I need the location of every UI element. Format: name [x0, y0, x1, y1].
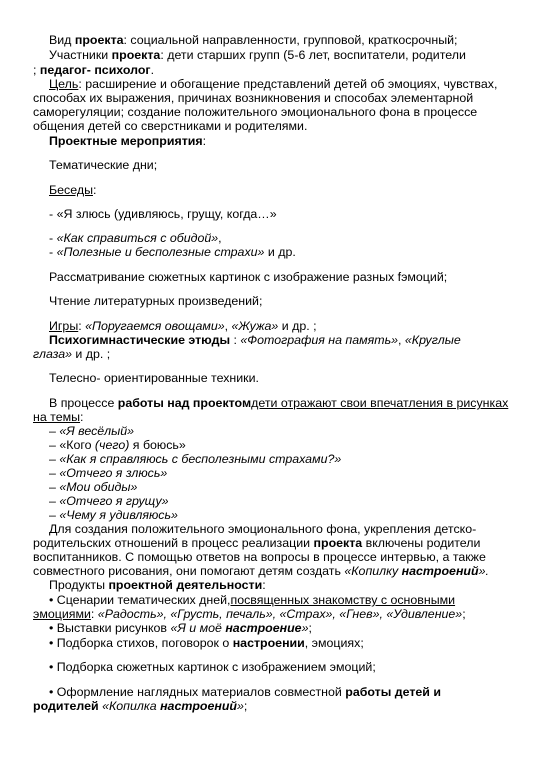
etudes-line: Психогимнастические этюды : «Фотография на память», «Круглые	[49, 333, 461, 347]
product-poems: • Подборка стихов, поговорок о настроении, эмоциях;	[49, 636, 364, 650]
drawing-topic: – «Отчего я злюсь»	[49, 466, 168, 480]
product-materials: • Оформление наглядных материалов совместной работы детей и	[49, 685, 441, 699]
parents-paragraph-3: воспитанников. С помощью ответов на вопросы в процессе интервью, а также	[33, 550, 486, 564]
participants-line-cont: ; педагог- психолог.	[33, 63, 155, 77]
product-materials-cont: родителей «Копилка настроений»;	[33, 699, 248, 713]
reading-line: Чтение литературных произведений;	[49, 294, 263, 308]
products-heading: Продукты проектной деятельности:	[49, 578, 266, 592]
drawings-intro: В процессе работы над проектомдети отражают свои впечатления в рисунках	[49, 396, 509, 410]
parents-paragraph-4: совместного рисования, они помогают детям создать «Копилку настроений».	[33, 564, 489, 578]
conversation-item-1: - «Я злюсь (удивляюсь, грущу, когда…»	[49, 207, 277, 221]
product-scenarios: • Сценарии тематических дней,посвященных знакомству с основными	[49, 593, 456, 607]
drawing-topic: – «Чему я удивляюсь»	[49, 508, 178, 522]
product-exhibitions: • Выставки рисунков «Я и моё настроение»;	[49, 621, 312, 635]
games-line: Игры: «Поругаемся овощами», «Жужа» и др. ;	[49, 319, 317, 333]
goal-line-2: способах их выражения, причинах возникновения и способах элементарной	[33, 91, 474, 105]
conversations-heading: Беседы:	[49, 183, 97, 197]
parents-paragraph-1: Для создания положительного эмоционального фона, укрепления детско-	[49, 522, 477, 536]
drawing-topic: – «Как я справляюсь с бесполезными страхами?»	[49, 452, 342, 466]
pictures-viewing: Рассматривание сюжетных картинок с изображение разных fэмоций;	[49, 270, 448, 284]
parents-paragraph-2: родительских отношений в процесс реализации проекта включены родители	[33, 536, 481, 550]
goal-line-1: Цель: расширение и обогащение представлений детей об эмоциях, чувствах,	[49, 77, 498, 91]
body-techniques: Телесно- ориентированные техники.	[49, 371, 259, 385]
conversation-item-3: - «Полезные и бесполезные страхи» и др.	[49, 245, 296, 259]
drawing-topic: – «Кого (чего) я боюсь»	[49, 438, 186, 452]
drawing-topic: – «Мои обиды»	[49, 480, 138, 494]
product-scenarios-cont: эмоциями: «Радость», «Грусть, печаль», «Страх», «Гнев», «Удивление»;	[33, 607, 466, 621]
product-pictures: • Подборка сюжетных картинок с изображением эмоций;	[49, 660, 376, 674]
goal-line-4: общения детей со сверстниками и родителями.	[33, 119, 308, 133]
drawings-intro-cont: на темы:	[33, 410, 84, 424]
drawing-topic: – «Отчего я грущу»	[49, 494, 169, 508]
conversation-item-2: - «Как справиться с обидой»,	[49, 231, 222, 245]
etudes-line-cont: глаза» и др. ;	[33, 347, 111, 361]
participants-line: Участники проекта: дети старших групп (5-6 лет, воспитатели, родители	[49, 48, 466, 62]
drawing-topic: – «Я весёлый»	[49, 424, 135, 438]
events-heading: Проектные мероприятия:	[49, 134, 207, 148]
project-type-line: Вид проекта: социальной направленности, групповой, краткосрочный;	[49, 33, 458, 47]
goal-line-3: саморегуляции; создание положительного эмоционального фона в процессе	[33, 105, 478, 119]
thematic-days: Тематические дни;	[49, 158, 158, 172]
